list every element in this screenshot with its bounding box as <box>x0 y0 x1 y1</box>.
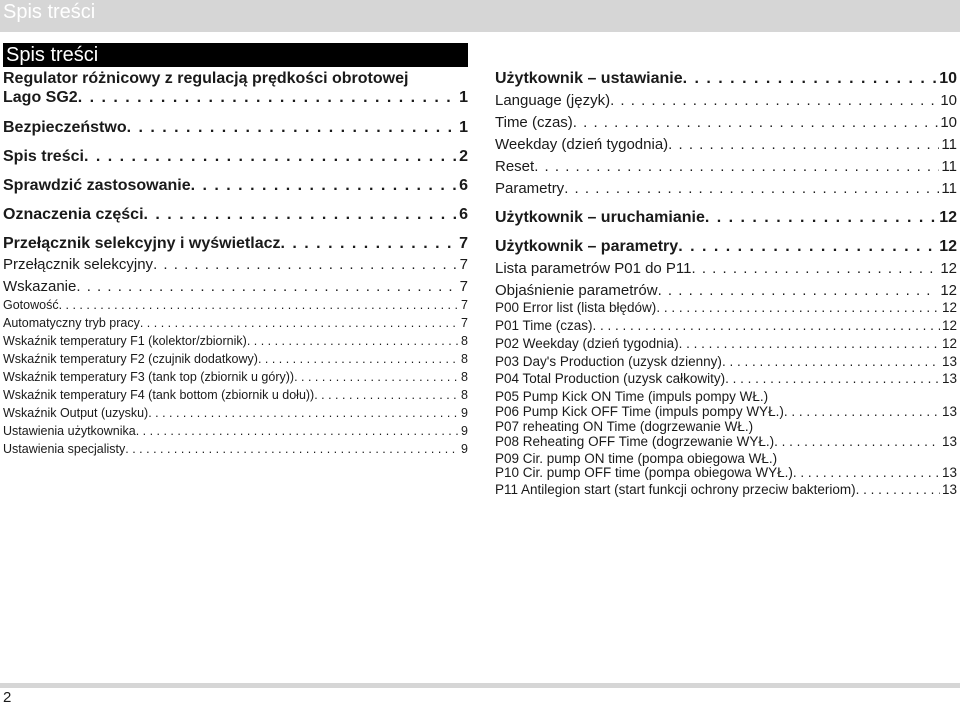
toc-leader-dots <box>564 179 939 198</box>
toc-entry-title: Wskazanie <box>3 278 77 295</box>
toc-entry-user-setting[interactable] <box>495 69 957 88</box>
toc-page-number: 1 <box>459 89 468 106</box>
toc-page-number: 7 <box>459 235 468 252</box>
toc-entry-title: Ustawienia użytkownika <box>3 424 136 438</box>
toc-entry-temp-f2[interactable] <box>3 351 468 367</box>
toc-entry-user-startup[interactable] <box>495 208 957 227</box>
toc-leader-dots <box>84 147 457 166</box>
toc-entry-selector[interactable] <box>3 255 468 274</box>
toc-leader-dots <box>59 297 459 313</box>
toc-entry-part-markings[interactable] <box>3 205 468 224</box>
toc-page-number: 7 <box>461 298 468 312</box>
toc-entry-title: Wskaźnik temperatury F4 (tank bottom (zbiornik u dołu)) <box>3 388 315 402</box>
toc-entry-title: P00 Error list (lista błędów) <box>495 300 657 315</box>
toc-leader-dots <box>658 281 939 300</box>
toc-leader-dots <box>793 464 940 481</box>
toc-leader-dots <box>76 277 457 296</box>
footer-page-number: 2 <box>3 689 12 706</box>
toc-entry-user-parameters[interactable] <box>495 237 957 256</box>
toc-leader-dots <box>679 335 940 352</box>
toc-leader-dots <box>722 353 940 370</box>
toc-leader-dots <box>258 351 459 367</box>
toc-page-number: 11 <box>941 180 957 197</box>
toc-entry-title: P06 Pump Kick OFF Time (impuls pompy WYŁ.) <box>495 404 784 419</box>
toc-page-number: 7 <box>461 316 468 330</box>
toc-leader-dots <box>78 88 457 107</box>
toc-entry-title: P01 Time (czas) <box>495 318 593 333</box>
toc-entry-title: Reset <box>495 158 535 175</box>
toc-page-number: 12 <box>940 260 957 277</box>
toc-entry-p04[interactable] <box>495 370 957 387</box>
toc-entry-title: P05 Pump Kick ON Time (impuls pompy WŁ.) <box>495 389 769 404</box>
toc-page-number: 8 <box>461 352 468 366</box>
toc-page-number: 6 <box>459 177 468 194</box>
toc-page-number: 12 <box>941 318 957 333</box>
toc-entry-check-application[interactable] <box>3 176 468 195</box>
toc-entry-title: Wskaźnik temperatury F1 (kolektor/zbiornik) <box>3 334 247 348</box>
toc-entry-title: Lago SG2 <box>3 89 78 106</box>
toc-entry-title: Przełącznik selekcyjny <box>3 256 154 273</box>
page-header-title: Spis treści <box>3 1 96 23</box>
toc-entry-p02[interactable] <box>495 335 957 352</box>
toc-page-number: 13 <box>941 465 957 480</box>
toc-entry-title: Użytkownik – parametry <box>495 238 679 255</box>
toc-entry-title: Weekday (dzień tygodnia) <box>495 136 669 153</box>
toc-leader-dots <box>140 315 459 331</box>
toc-entry-title: P09 Cir. pump ON time (pompa obiegowa WŁ.) <box>495 451 778 466</box>
toc-leader-dots <box>692 259 939 278</box>
toc-entry-title: Użytkownik – uruchamianie <box>495 209 705 226</box>
toc-page-number: 9 <box>461 442 468 456</box>
toc-leader-dots <box>774 433 940 450</box>
toc-page-number: 12 <box>940 282 957 299</box>
toc-entry-title: Objaśnienie parametrów <box>495 282 658 299</box>
toc-page-number: 12 <box>939 238 957 255</box>
toc-entry-title: P10 Cir. pump OFF time (pompa obiegowa WYŁ.) <box>495 465 793 480</box>
toc-entry-title: Parametry <box>495 180 565 197</box>
toc-page-number: 13 <box>941 371 957 386</box>
toc-page-number: 12 <box>941 336 957 351</box>
toc-page-number: 7 <box>459 278 468 295</box>
toc-page-number: 12 <box>939 209 957 226</box>
toc-entry-auto-mode[interactable] <box>3 315 468 331</box>
toc-page-number: 9 <box>461 406 468 420</box>
toc-leader-dots <box>247 333 459 349</box>
toc-entry-parameter-list[interactable] <box>495 259 957 278</box>
toc-entry-title: P03 Day's Production (uzysk dzienny) <box>495 354 722 369</box>
toc-leader-dots <box>668 135 939 154</box>
toc-leader-dots <box>144 205 458 224</box>
toc-page-number: 6 <box>459 206 468 223</box>
toc-entry-title: Bezpieczeństwo <box>3 119 127 136</box>
toc-leader-dots <box>153 255 458 274</box>
toc-page-number: 11 <box>941 158 957 175</box>
toc-entry-title: P02 Weekday (dzień tygodnia) <box>495 336 679 351</box>
toc-leader-dots <box>534 157 939 176</box>
toc-entry-controller[interactable] <box>3 69 468 107</box>
toc-leader-dots <box>573 113 939 132</box>
toc-page-number: 8 <box>461 334 468 348</box>
toc-entry-temp-f1[interactable] <box>3 333 468 349</box>
toc-page-number: 13 <box>941 482 957 497</box>
toc-entry-standby[interactable] <box>3 297 468 313</box>
toc-leader-dots <box>656 299 940 316</box>
toc-page-number: 2 <box>459 148 468 165</box>
toc-entry-temp-f3[interactable] <box>3 369 468 385</box>
toc-heading: Spis treści <box>3 43 468 67</box>
toc-entry-reset[interactable] <box>495 157 957 176</box>
toc-entry-parameters[interactable] <box>495 179 957 198</box>
toc-entry-title: Time (czas) <box>495 114 573 131</box>
toc-entry-title: Lista parametrów P01 do P11 <box>495 260 692 277</box>
toc-entry-title: P07 reheating ON Time (dogrzewanie WŁ.) <box>495 419 754 434</box>
toc-entry-p10[interactable] <box>495 464 957 481</box>
toc-entry-title: Ustawienia specjalisty <box>3 442 126 456</box>
toc-entry-temp-f4[interactable] <box>3 387 468 403</box>
toc-entry-title: Oznaczenia części <box>3 206 144 223</box>
toc-entry-title: Wskaźnik temperatury F2 (czujnik dodatkowy) <box>3 352 258 366</box>
toc-leader-dots <box>610 91 938 110</box>
toc-entry-title: Wskaźnik temperatury F3 (tank top (zbiornik u góry)) <box>3 370 295 384</box>
toc-entry-title: P04 Total Production (uzysk całkowity) <box>495 371 726 386</box>
toc-entry-p11[interactable] <box>495 481 957 498</box>
toc-entry-time[interactable] <box>495 113 957 132</box>
toc-entry-title: Przełącznik selekcyjny i wyświetlacz <box>3 235 281 252</box>
toc-entry-weekday[interactable] <box>495 135 957 154</box>
toc-entry-output[interactable] <box>3 405 468 421</box>
toc-entry-p08[interactable] <box>495 433 957 450</box>
toc-page-number: 13 <box>941 434 957 449</box>
footer-bar <box>0 683 960 688</box>
toc-entry-specialist-settings[interactable] <box>3 441 468 457</box>
toc-entry-title: Spis treści <box>3 148 84 165</box>
toc-entry-title: Wskaźnik Output (uzysku) <box>3 406 149 420</box>
toc-page-number: 10 <box>940 92 957 109</box>
toc-entry-contents[interactable] <box>3 147 468 166</box>
toc-page-number: 12 <box>941 300 957 315</box>
toc-entry-indication[interactable] <box>3 277 468 296</box>
toc-page-number: 7 <box>459 256 468 273</box>
toc-page-number: 10 <box>940 114 957 131</box>
toc-page-number: 8 <box>461 370 468 384</box>
toc-entry-title: P11 Antilegion start (start funkcji ochrony przeciw bakteriom) <box>495 482 856 497</box>
toc-entry-title-line: Regulator różnicowy z regulacją prędkości obrotowej <box>3 70 409 87</box>
toc-leader-dots <box>683 69 938 88</box>
toc-entry-p03[interactable] <box>495 353 957 370</box>
toc-leader-dots <box>678 237 937 256</box>
toc-leader-dots <box>856 481 940 498</box>
toc-page-number: 1 <box>459 119 468 136</box>
toc-entry-user-settings[interactable] <box>3 423 468 439</box>
toc-leader-dots <box>281 234 458 253</box>
toc-entry-parameter-explanation[interactable] <box>495 281 957 300</box>
toc-entry-safety[interactable] <box>3 118 468 137</box>
toc-leader-dots <box>148 405 459 421</box>
toc-page-number: 13 <box>941 404 957 419</box>
toc-entry-title: P08 Reheating OFF Time (dogrzewanie WYŁ.) <box>495 434 775 449</box>
toc-entry-selector-display[interactable] <box>3 234 468 253</box>
toc-entry-title: Użytkownik – ustawianie <box>495 70 683 87</box>
toc-leader-dots <box>314 387 459 403</box>
toc-leader-dots <box>125 441 459 457</box>
page-header-bar <box>0 0 960 32</box>
toc-leader-dots <box>705 208 937 227</box>
toc-leader-dots <box>191 176 457 195</box>
toc-page-number: 13 <box>941 354 957 369</box>
toc-leader-dots <box>127 118 458 137</box>
toc-leader-dots <box>294 369 459 385</box>
toc-page-number: 8 <box>461 388 468 402</box>
toc-leader-dots <box>725 370 940 387</box>
toc-entry-p00[interactable] <box>495 299 957 316</box>
toc-leader-dots <box>593 317 940 334</box>
toc-page-number: 10 <box>939 70 957 87</box>
toc-left-column <box>3 43 468 456</box>
toc-entry-language[interactable] <box>495 91 957 110</box>
toc-page-number: 11 <box>941 136 957 153</box>
toc-entry-title: Gotowość <box>3 298 59 312</box>
toc-entry-p01[interactable] <box>495 317 957 334</box>
toc-page-number: 9 <box>461 424 468 438</box>
toc-entry-title: Language (język) <box>495 92 611 109</box>
toc-leader-dots <box>136 423 459 439</box>
toc-entry-title: Sprawdzić zastosowanie <box>3 177 191 194</box>
toc-entry-title: Automatyczny tryb pracy <box>3 316 140 330</box>
